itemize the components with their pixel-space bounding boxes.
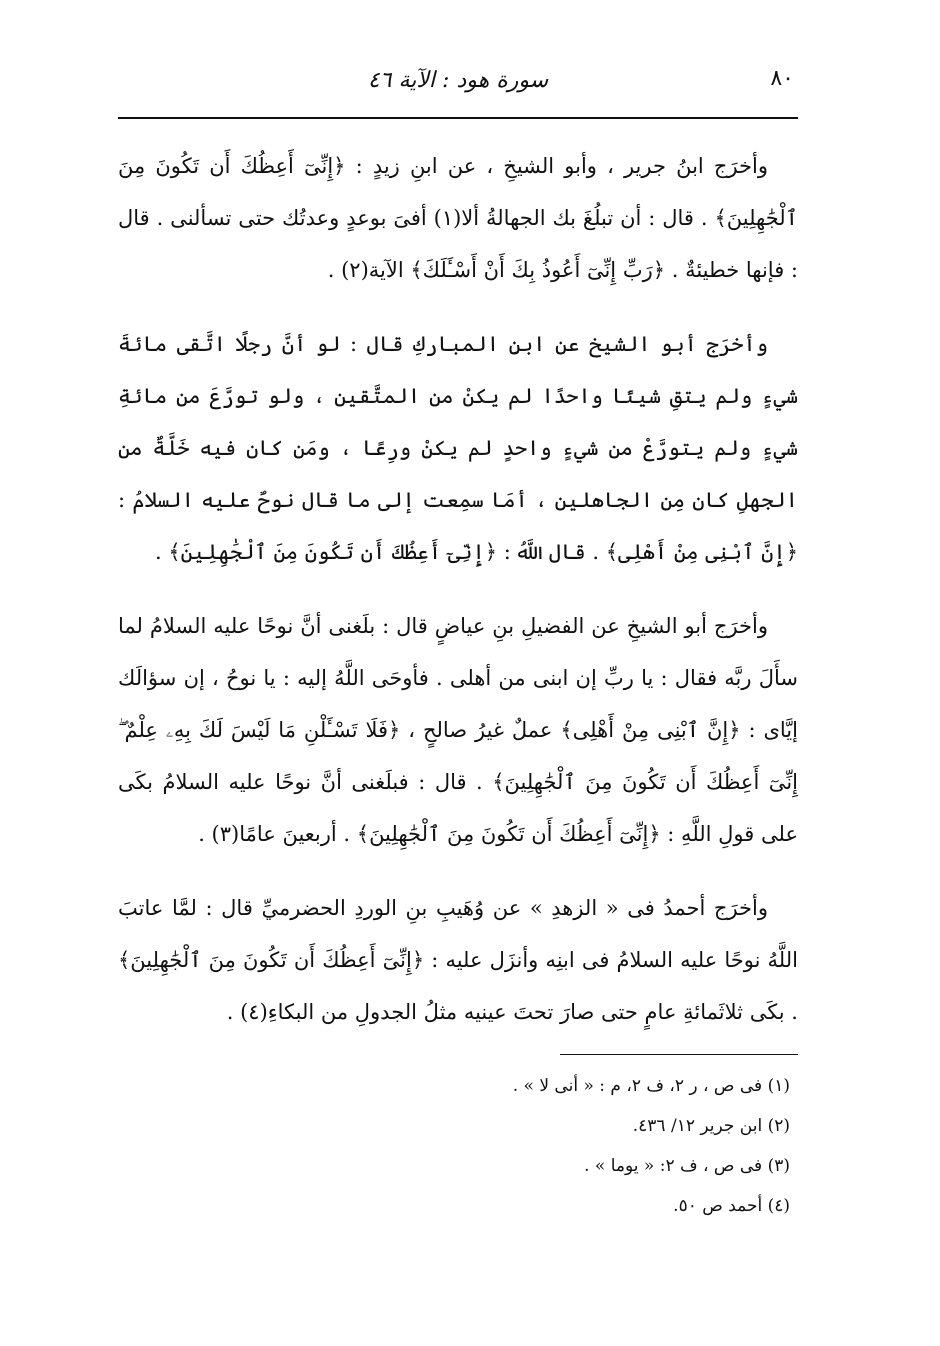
main-text bbox=[118, 140, 798, 1060]
header-divider bbox=[118, 117, 798, 119]
page-header bbox=[118, 56, 798, 100]
page-number: ٨٠ bbox=[770, 66, 794, 91]
footnote: (٣) فى ص ، ف ٢: « يوما » . bbox=[584, 1156, 790, 1176]
paragraph: وأخرَج أبو الشيخ عن ابنِ المباركِ قال : لو أنَّ رجلًا اتَّقى مائةَ شيءٍ ولم يتقِ شيئًا واحدًا لم يكنْ من المتَّقين ، ولو تورَّعَ من مائةِ شيءٍ ولم يتورَّعْ من شيءٍ واحدٍ لم يكنْ ورِعًا ، ومَن كان فيه خَلَّةٌ من الجهلِ كان مِن الجاهلين ، أمَا سمِعت إلى ما قال نوحٌ عليه السلامُ : ﴿إِنَّ ٱبْنِى مِنْ أَهْلِى﴾ . قال اللَّهُ : ﴿إِنِّىٓ أَعِظُكَ أَن تَكُونَ مِنَ ٱلْجَٰهِلِينَ﴾ . bbox=[118, 332, 798, 564]
footnote-divider bbox=[560, 1054, 798, 1055]
footnote: (٤) أحمد ص ٥٠. bbox=[673, 1196, 790, 1216]
running-title: سورة هود : الآية ٤٦ bbox=[367, 68, 549, 93]
footnote: (١) فى ص ، ر ٢، ف ٢، م : « أنى لا » . bbox=[512, 1076, 790, 1096]
footnote: (٢) ابن جرير ١٢/ ٤٣٦. bbox=[632, 1116, 790, 1136]
paragraph: وأخرَج أبو الشيخِ عن الفضيلِ بنِ عياضٍ قال : بلَغنى أنَّ نوحًا عليه السلامُ لما سأَلَ ربَّه فقال : يا ربِّ إن ابنى من أهلى . فأوحَى اللَّهُ إليه : يا نوحُ ، إن سؤالَك إيَّاى : ﴿إِنَّ ٱبْنِى مِنْ أَهْلِى﴾ عملٌ غيرُ صالحٍ ، ﴿فَلَا تَسْـَٔلْنِ مَا لَيْسَ لَكَ بِهِۦ عِلْمٌ ۖ إِنِّىٓ أَعِظُكَ أَن تَكُونَ مِنَ ٱلْجَٰهِلِينَ﴾ . قال : فبلَغنى أنَّ نوحًا عليه السلامُ بكَى على قولِ اللَّهِ : ﴿إِنِّىٓ أَعِظُكَ أَن تَكُونَ مِنَ ٱلْجَٰهِلِينَ﴾ . أربعينَ عامًا(٣) . bbox=[118, 614, 798, 846]
paragraph: وأخرَج أحمدُ فى « الزهدِ » عن وُهَيبِ بنِ الوردِ الحضرميِّ قال : لمَّا عاتبَ اللَّهُ نوحًا عليه السلامُ فى ابنِه وأنزَل عليه : ﴿إِنِّىٓ أَعِظُكَ أَن تَكُونَ مِنَ ٱلْجَٰهِلِينَ﴾ . بكَى ثلاثَمائةِ عامٍ حتى صارَ تحتَ عينيه مثلُ الجدولِ من البكاءِ(٤) . bbox=[118, 896, 798, 1024]
paragraph: وأخرَج ابنُ جرير ، وأبو الشيخِ ، عن ابنِ زيدٍ : ﴿إِنِّىٓ أَعِظُكَ أَن تَكُونَ مِنَ ٱلْجَٰهِلِينَ﴾ . قال : أن تبلُغَ بك الجهالةُ ألا(١) أفىَ بوعدٍ وعدتُك حتى تسألنى . قال : فإنها خطيئةٌ . ﴿رَبِّ إِنِّىٓ أَعُوذُ بِكَ أَنْ أَسْـَٔلَكَ﴾ الآية(٢) . bbox=[118, 154, 798, 282]
footnotes bbox=[118, 1066, 798, 1226]
